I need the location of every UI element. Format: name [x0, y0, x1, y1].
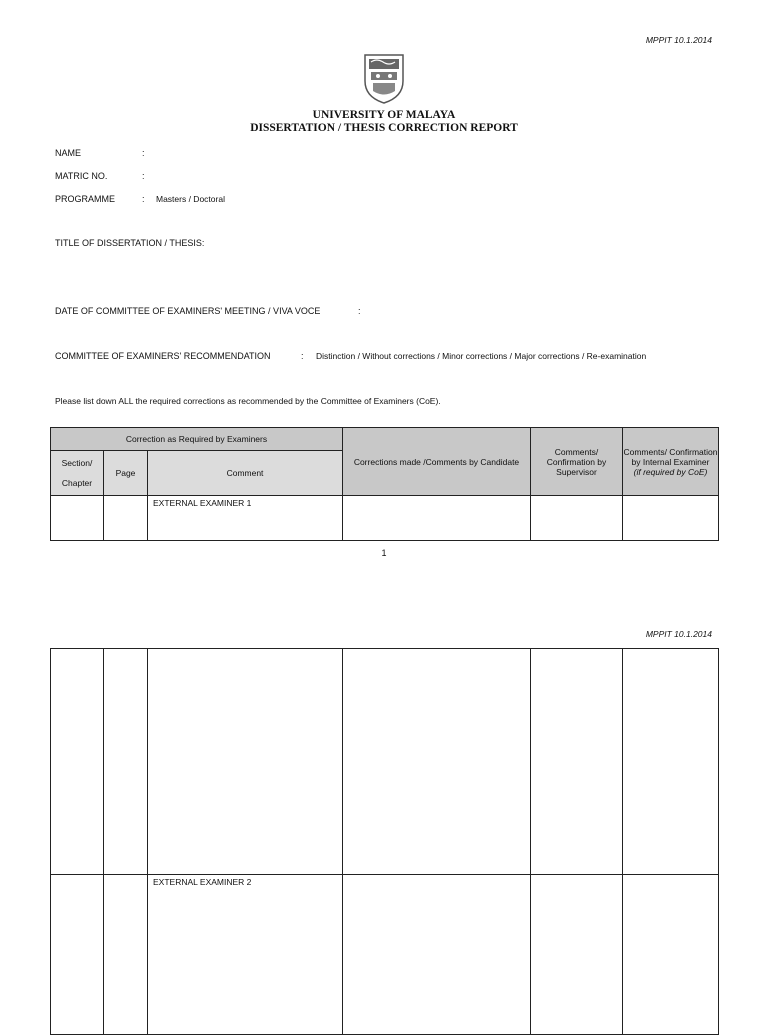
comment-cell[interactable]: [148, 649, 343, 875]
supervisor-cell[interactable]: [531, 649, 623, 875]
meeting-date-colon: :: [358, 306, 361, 316]
page-cell[interactable]: [104, 875, 148, 1035]
internal-examiner-cell[interactable]: [623, 496, 719, 541]
programme-colon: :: [142, 194, 145, 204]
recommendation-label: COMMITTEE OF EXAMINERS' RECOMMENDATION: [55, 351, 271, 361]
instruction-text: Please list down ALL the required corrections as recommended by the Committee of Examiners (CoE).: [55, 396, 441, 406]
section-cell[interactable]: [51, 649, 104, 875]
section-header-line1: Section/: [61, 458, 93, 468]
table-row: [51, 875, 719, 1035]
candidate-header: Corrections made /Comments by Candidate: [343, 428, 531, 496]
form-reference-code: MPPIT 10.1.2014: [645, 35, 712, 45]
page-header: Page: [104, 451, 148, 496]
candidate-cell[interactable]: [343, 649, 531, 875]
supervisor-cell[interactable]: [531, 496, 623, 541]
corrections-table: [50, 427, 719, 541]
programme-label: PROGRAMME: [55, 194, 116, 204]
corrections-table-continued: [50, 648, 719, 1035]
table-row: [51, 496, 719, 541]
candidate-cell[interactable]: [343, 496, 531, 541]
name-label: NAME: [55, 148, 82, 158]
section-header: [51, 451, 104, 496]
university-name: UNIVERSITY OF MALAYA: [312, 109, 456, 121]
internal-examiner-note: (if required by CoE): [633, 466, 708, 477]
name-colon: :: [142, 148, 145, 158]
internal-examiner-header: [623, 428, 719, 496]
internal-examiner-cell[interactable]: [623, 649, 719, 875]
internal-examiner-label: Comments/ Confirmation by Internal Examiner: [623, 446, 718, 467]
supervisor-header: Comments/ Confirmation by Supervisor: [531, 428, 623, 496]
matric-colon: :: [142, 171, 145, 181]
recommendation-colon: :: [301, 351, 304, 361]
comment-header: Comment: [148, 451, 343, 496]
internal-examiner-cell[interactable]: [623, 875, 719, 1035]
table-row: [51, 649, 719, 875]
candidate-cell[interactable]: [343, 875, 531, 1035]
university-crest-logo: [363, 53, 405, 105]
supervisor-cell[interactable]: [531, 875, 623, 1035]
recommendation-options: Distinction / Without corrections / Minor corrections / Major corrections / Re-examination: [316, 351, 647, 361]
matric-label: MATRIC NO.: [55, 171, 108, 181]
page-number: 1: [381, 548, 387, 558]
meeting-date-label: DATE OF COMMITTEE OF EXAMINERS' MEETING / VIVA VOCE: [55, 306, 321, 316]
thesis-title-label: TITLE OF DISSERTATION / THESIS:: [55, 238, 205, 248]
report-title: DISSERTATION / THESIS CORRECTION REPORT: [250, 122, 518, 134]
section-header-line2: Chapter: [61, 478, 93, 488]
section-cell[interactable]: [51, 496, 104, 541]
page-cell[interactable]: [104, 496, 148, 541]
form-reference-code-page2: MPPIT 10.1.2014: [645, 629, 712, 639]
page-cell[interactable]: [104, 649, 148, 875]
section-cell[interactable]: [51, 875, 104, 1035]
external-examiner-2-label: EXTERNAL EXAMINER 2: [148, 875, 343, 1035]
programme-value: Masters / Doctoral: [156, 194, 225, 204]
external-examiner-1-label: EXTERNAL EXAMINER 1: [148, 496, 343, 541]
group-header: Correction as Required by Examiners: [51, 428, 343, 451]
